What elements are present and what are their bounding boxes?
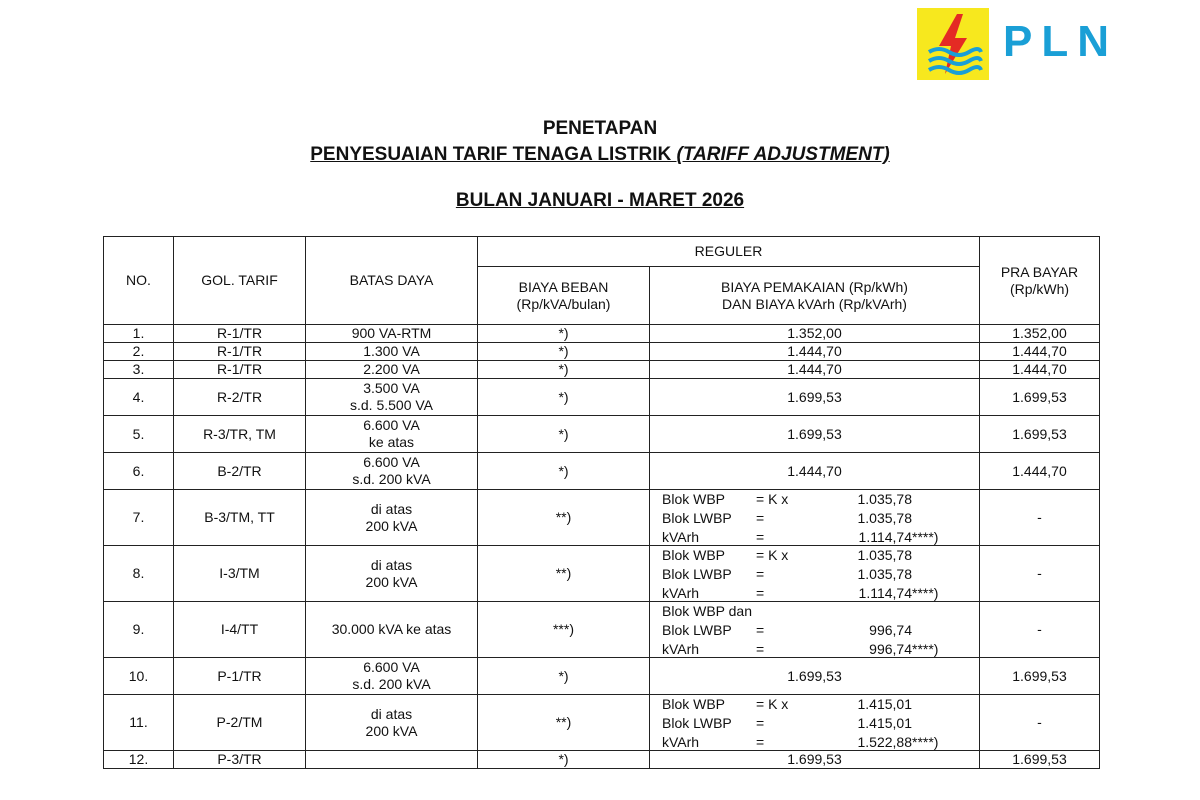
cell-gol: R-1/TR xyxy=(174,343,306,361)
cell-pemakaian: 1.699,53 xyxy=(650,658,980,695)
blok-label: kVArh xyxy=(662,529,700,545)
cell-beban: **) xyxy=(478,695,650,751)
title-line-2 xyxy=(0,144,1200,166)
blok-label: Blok LWBP xyxy=(662,622,732,638)
cell-no: 10. xyxy=(104,658,174,695)
pln-lightning-logo-icon xyxy=(917,8,989,80)
cell-batas-line-1: 6.600 VA xyxy=(363,659,420,675)
cell-gol: B-3/TM, TT xyxy=(174,490,306,546)
cell-pemakaian: 1.699,53 xyxy=(650,751,980,769)
cell-prabayar: 1.699,53 xyxy=(980,416,1100,453)
pln-logo-text: PLN xyxy=(1003,17,1118,66)
cell-batas: 2.200 VA xyxy=(306,361,478,379)
cell-pemakaian: 1.444,70 xyxy=(650,361,980,379)
cell-batas: 1.300 VA xyxy=(306,343,478,361)
cell-beban: *) xyxy=(478,361,650,379)
blok-value: 1.114,74 xyxy=(858,529,912,545)
blok-value: 1.114,74 xyxy=(858,585,912,601)
cell-pemakaian-blok xyxy=(650,602,980,658)
cell-batas-line-1: 3.500 VA xyxy=(363,380,420,396)
cell-batas xyxy=(306,546,478,602)
table-row xyxy=(104,751,1100,769)
cell-no: 12. xyxy=(104,751,174,769)
cell-batas xyxy=(306,658,478,695)
cell-pemakaian-blok xyxy=(650,546,980,602)
header-reguler: REGULER xyxy=(478,237,980,267)
blok-operator: = xyxy=(756,715,765,731)
cell-batas xyxy=(306,379,478,416)
cell-no: 6. xyxy=(104,453,174,490)
cell-gol: P-1/TR xyxy=(174,658,306,695)
cell-no: 3. xyxy=(104,361,174,379)
cell-prabayar: 1.444,70 xyxy=(980,453,1100,490)
header-pra-bayar-1: PRA BAYAR xyxy=(1000,263,1079,280)
blok-operator: = K x xyxy=(756,491,789,507)
cell-gol: I-4/TT xyxy=(174,602,306,658)
blok-operator: = xyxy=(756,622,765,638)
cell-prabayar: 1.699,53 xyxy=(980,379,1100,416)
cell-batas: 900 VA-RTM xyxy=(306,325,478,343)
blok-value: 1.035,78 xyxy=(857,566,912,582)
blok-value: 1.415,01 xyxy=(857,715,912,731)
header-batas-daya: BATAS DAYA xyxy=(306,237,478,325)
blok-value: 996,74 xyxy=(869,641,912,657)
header-biaya-beban-2: (Rp/kVA/bulan) xyxy=(516,295,611,312)
cell-gol: I-3/TM xyxy=(174,546,306,602)
header-pra-bayar xyxy=(980,237,1100,325)
blok-footnote: ****) xyxy=(912,734,939,750)
table-row xyxy=(104,658,1100,695)
cell-prabayar: - xyxy=(980,490,1100,546)
cell-batas-line-2: ke atas xyxy=(368,434,415,450)
blok-label: Blok LWBP xyxy=(662,566,732,582)
table-row xyxy=(104,490,1100,546)
blok-label: Blok LWBP xyxy=(662,510,732,526)
cell-no: 2. xyxy=(104,343,174,361)
blok-footnote: ****) xyxy=(912,529,939,545)
blok-label: Blok WBP xyxy=(662,696,726,712)
blok-label: Blok WBP dan xyxy=(662,603,753,619)
cell-batas-line-1: di atas xyxy=(370,500,413,517)
cell-prabayar: 1.444,70 xyxy=(980,361,1100,379)
blok-value: 1.035,78 xyxy=(857,547,912,563)
table-row xyxy=(104,325,1100,343)
blok-label: Blok WBP xyxy=(662,491,726,507)
blok-value: 1.035,78 xyxy=(857,510,912,526)
header-biaya-pemakaian-2: DAN BIAYA kVArh (Rp/kVArh) xyxy=(722,295,907,312)
cell-gol: R-3/TR, TM xyxy=(174,416,306,453)
header-pra-bayar-2: (Rp/kWh) xyxy=(1009,280,1070,297)
blok-operator: = xyxy=(756,510,765,526)
header-biaya-pemakaian xyxy=(650,267,980,325)
cell-no: 11. xyxy=(104,695,174,751)
title-line-2-italic: (TARIFF ADJUSTMENT) xyxy=(676,144,890,165)
header-biaya-pemakaian-1: BIAYA PEMAKAIAN (Rp/kWh) xyxy=(721,278,908,295)
cell-batas-line-2: 200 kVA xyxy=(365,573,418,590)
table-row xyxy=(104,361,1100,379)
cell-pemakaian: 1.444,70 xyxy=(650,453,980,490)
cell-beban: *) xyxy=(478,751,650,769)
cell-batas-line-2: 200 kVA xyxy=(365,517,418,534)
blok-operator: = xyxy=(756,585,765,601)
cell-prabayar: 1.699,53 xyxy=(980,751,1100,769)
cell-no: 5. xyxy=(104,416,174,453)
cell-pemakaian-blok xyxy=(650,695,980,751)
cell-batas xyxy=(306,490,478,546)
cell-gol: B-2/TR xyxy=(174,453,306,490)
cell-batas-line-2: 200 kVA xyxy=(365,722,418,739)
table-row xyxy=(104,343,1100,361)
blok-value: 996,74 xyxy=(869,622,912,638)
blok-footnote: ****) xyxy=(912,585,939,601)
blok-value: 1.415,01 xyxy=(857,696,912,712)
blok-operator: = K x xyxy=(756,696,789,712)
cell-prabayar: - xyxy=(980,546,1100,602)
cell-prabayar: 1.444,70 xyxy=(980,343,1100,361)
cell-prabayar: - xyxy=(980,695,1100,751)
blok-label: Blok WBP xyxy=(662,547,726,563)
table-row xyxy=(104,379,1100,416)
table-row xyxy=(104,695,1100,751)
cell-batas xyxy=(306,416,478,453)
header-gol-tarif: GOL. TARIF xyxy=(174,237,306,325)
blok-label: kVArh xyxy=(662,734,700,750)
title-line-1: PENETAPAN xyxy=(542,118,658,139)
cell-beban: **) xyxy=(478,490,650,546)
cell-beban: *) xyxy=(478,416,650,453)
blok-value: 1.522,88 xyxy=(857,734,912,750)
cell-batas-line-1: 6.600 VA xyxy=(363,454,420,470)
cell-beban: *) xyxy=(478,453,650,490)
cell-pemakaian: 1.699,53 xyxy=(650,379,980,416)
blok-footnote: ****) xyxy=(912,641,939,657)
blok-label: kVArh xyxy=(662,641,700,657)
blok-operator: = K x xyxy=(756,547,789,563)
cell-prabayar: 1.352,00 xyxy=(980,325,1100,343)
blok-operator: = xyxy=(756,734,765,750)
cell-batas-line-1: di atas xyxy=(370,556,413,573)
cell-batas xyxy=(306,695,478,751)
tariff-table xyxy=(103,236,1100,769)
cell-beban: *) xyxy=(478,343,650,361)
table-row xyxy=(104,546,1100,602)
cell-beban: ***) xyxy=(478,602,650,658)
cell-batas xyxy=(306,751,478,769)
cell-batas-line-1: 6.600 VA xyxy=(363,417,420,433)
table-row xyxy=(104,453,1100,490)
blok-operator: = xyxy=(756,529,765,545)
header-no: NO. xyxy=(104,237,174,325)
blok-value: 1.035,78 xyxy=(857,491,912,507)
cell-batas: 30.000 kVA ke atas xyxy=(306,602,478,658)
pln-logo xyxy=(917,8,1125,84)
cell-gol: P-3/TR xyxy=(174,751,306,769)
blok-label: Blok LWBP xyxy=(662,715,732,731)
table-row xyxy=(104,416,1100,453)
cell-batas-line-2: s.d. 5.500 VA xyxy=(349,397,433,413)
header-biaya-beban xyxy=(478,267,650,325)
cell-pemakaian: 1.352,00 xyxy=(650,325,980,343)
cell-no: 7. xyxy=(104,490,174,546)
cell-no: 9. xyxy=(104,602,174,658)
cell-no: 4. xyxy=(104,379,174,416)
cell-batas-line-2: s.d. 200 kVA xyxy=(352,471,431,487)
cell-batas xyxy=(306,453,478,490)
cell-batas-line-2: s.d. 200 kVA xyxy=(352,676,431,692)
table-row xyxy=(104,602,1100,658)
table-header-row xyxy=(104,237,1100,267)
cell-no: 8. xyxy=(104,546,174,602)
cell-beban: *) xyxy=(478,658,650,695)
blok-operator: = xyxy=(756,641,765,657)
title-line-2-main: PENYESUAIAN TARIF TENAGA LISTRIK xyxy=(310,144,677,165)
cell-pemakaian-blok xyxy=(650,490,980,546)
cell-gol: R-2/TR xyxy=(174,379,306,416)
cell-beban: *) xyxy=(478,325,650,343)
header-biaya-beban-1: BIAYA BEBAN xyxy=(518,278,609,295)
cell-batas-line-1: di atas xyxy=(370,705,413,722)
cell-pemakaian: 1.699,53 xyxy=(650,416,980,453)
cell-prabayar: - xyxy=(980,602,1100,658)
cell-gol: R-1/TR xyxy=(174,361,306,379)
cell-gol: P-2/TM xyxy=(174,695,306,751)
cell-prabayar: 1.699,53 xyxy=(980,658,1100,695)
blok-label: kVArh xyxy=(662,585,700,601)
cell-no: 1. xyxy=(104,325,174,343)
blok-operator: = xyxy=(756,566,765,582)
cell-beban: **) xyxy=(478,546,650,602)
title-line-3: BULAN JANUARI - MARET 2026 xyxy=(455,190,745,211)
cell-beban: *) xyxy=(478,379,650,416)
cell-pemakaian: 1.444,70 xyxy=(650,343,980,361)
cell-gol: R-1/TR xyxy=(174,325,306,343)
